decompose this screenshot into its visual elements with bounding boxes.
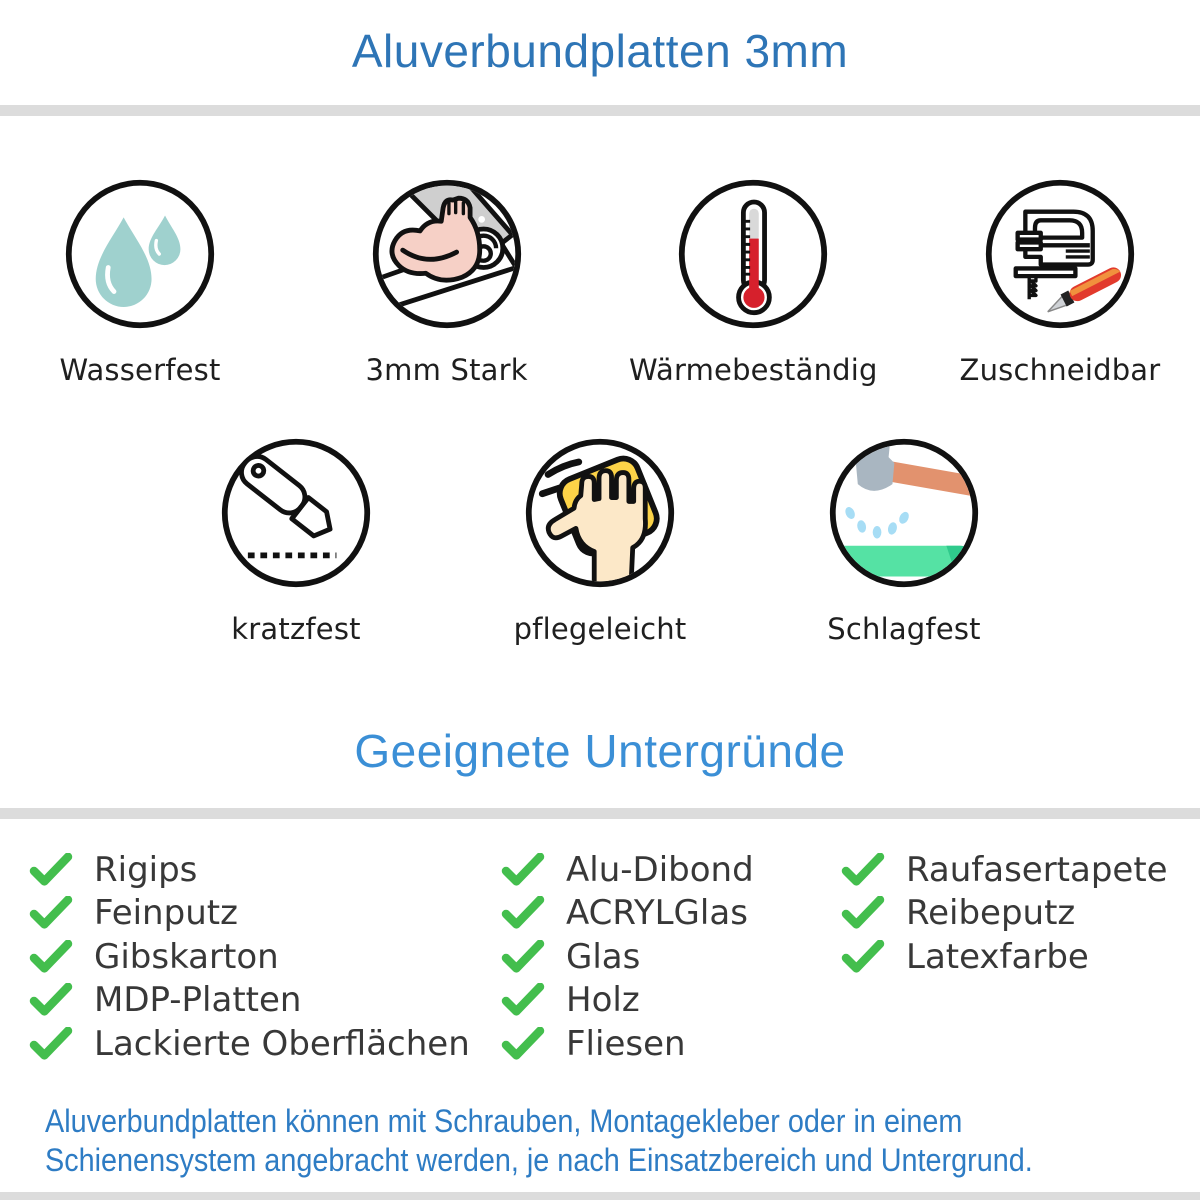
list-item <box>500 892 840 936</box>
feature-label: Wärmebeständig <box>628 353 878 387</box>
section-title: Geeignete Untergründe <box>354 725 846 777</box>
check-icon <box>28 983 74 1017</box>
substrate-list <box>0 848 1200 1066</box>
feature-pflegeleicht <box>498 436 702 646</box>
feature-schlagfest <box>802 436 1006 646</box>
check-icon <box>840 940 886 974</box>
divider-bar <box>0 1192 1200 1200</box>
list-item-label: Reibeputz <box>906 893 1076 934</box>
list-item-label: Fliesen <box>566 1023 686 1064</box>
check-icon <box>500 983 546 1017</box>
substrate-column-1 <box>28 848 500 1066</box>
check-icon <box>500 940 546 974</box>
list-item <box>500 935 840 979</box>
list-item <box>500 1022 840 1066</box>
list-item <box>840 892 1200 936</box>
divider-bar <box>0 808 1200 819</box>
muscle-arm-plate-icon <box>370 177 524 331</box>
feature-kratzfest <box>194 436 398 646</box>
list-item <box>840 848 1200 892</box>
substrate-column-2 <box>500 848 840 1066</box>
jigsaw-cutter-icon <box>983 177 1137 331</box>
check-icon <box>28 896 74 930</box>
list-item-label: Holz <box>566 980 640 1021</box>
list-item <box>28 935 500 979</box>
list-item <box>28 848 500 892</box>
list-item <box>500 848 840 892</box>
check-icon <box>500 896 546 930</box>
check-icon <box>28 940 74 974</box>
feature-row-1 <box>0 177 1200 387</box>
list-item-label: ACRYLGlas <box>566 893 748 934</box>
list-item <box>28 979 500 1023</box>
list-item <box>840 935 1200 979</box>
list-item-label: Alu-Dibond <box>566 849 754 890</box>
footer-line-2: Schienensystem angebracht werden, je nach Einsatzbereich und Untergrund. <box>45 1141 1033 1178</box>
water-drops-icon <box>63 177 217 331</box>
check-icon <box>500 853 546 887</box>
check-icon <box>28 1027 74 1061</box>
divider-bar <box>0 105 1200 116</box>
substrate-column-3 <box>840 848 1200 1066</box>
feature-label: Zuschneidbar <box>959 353 1161 387</box>
hammer-plate-icon <box>827 436 981 590</box>
check-icon <box>840 896 886 930</box>
list-item-label: Lackierte Oberflächen <box>94 1023 470 1064</box>
list-item-label: Rigips <box>94 849 198 890</box>
list-item-label: Latexfarbe <box>906 936 1089 977</box>
check-icon <box>500 1027 546 1061</box>
list-item-label: MDP-Platten <box>94 980 302 1021</box>
feature-label: pflegeleicht <box>513 612 687 646</box>
footer-line-1: Aluverbundplatten können mit Schrauben, Montagekleber oder in einem <box>45 1102 963 1139</box>
feature-label: Wasserfest <box>59 353 221 387</box>
feature-label: kratzfest <box>231 612 361 646</box>
list-item <box>28 1022 500 1066</box>
thermometer-icon <box>676 177 830 331</box>
list-item-label: Feinputz <box>94 893 238 934</box>
footer-note <box>45 1102 1197 1180</box>
page-title: Aluverbundplatten 3mm <box>351 25 849 77</box>
feature-label: 3mm Stark <box>365 353 528 387</box>
feature-label: Schlagfest <box>827 612 981 646</box>
check-icon <box>28 853 74 887</box>
feature-wasserfest <box>38 177 242 387</box>
feature-row-2 <box>0 436 1200 646</box>
list-item <box>500 979 840 1023</box>
feature-zuschneidbar <box>958 177 1162 387</box>
list-item <box>28 892 500 936</box>
feature-3mm-stark <box>345 177 549 387</box>
utility-knife-icon <box>219 436 373 590</box>
hand-cloth-icon <box>523 436 677 590</box>
list-item-label: Gibskarton <box>94 936 279 977</box>
list-item-label: Glas <box>566 936 641 977</box>
check-icon <box>840 853 886 887</box>
feature-waermebestaendig <box>628 177 878 387</box>
list-item-label: Raufasertapete <box>906 849 1168 890</box>
